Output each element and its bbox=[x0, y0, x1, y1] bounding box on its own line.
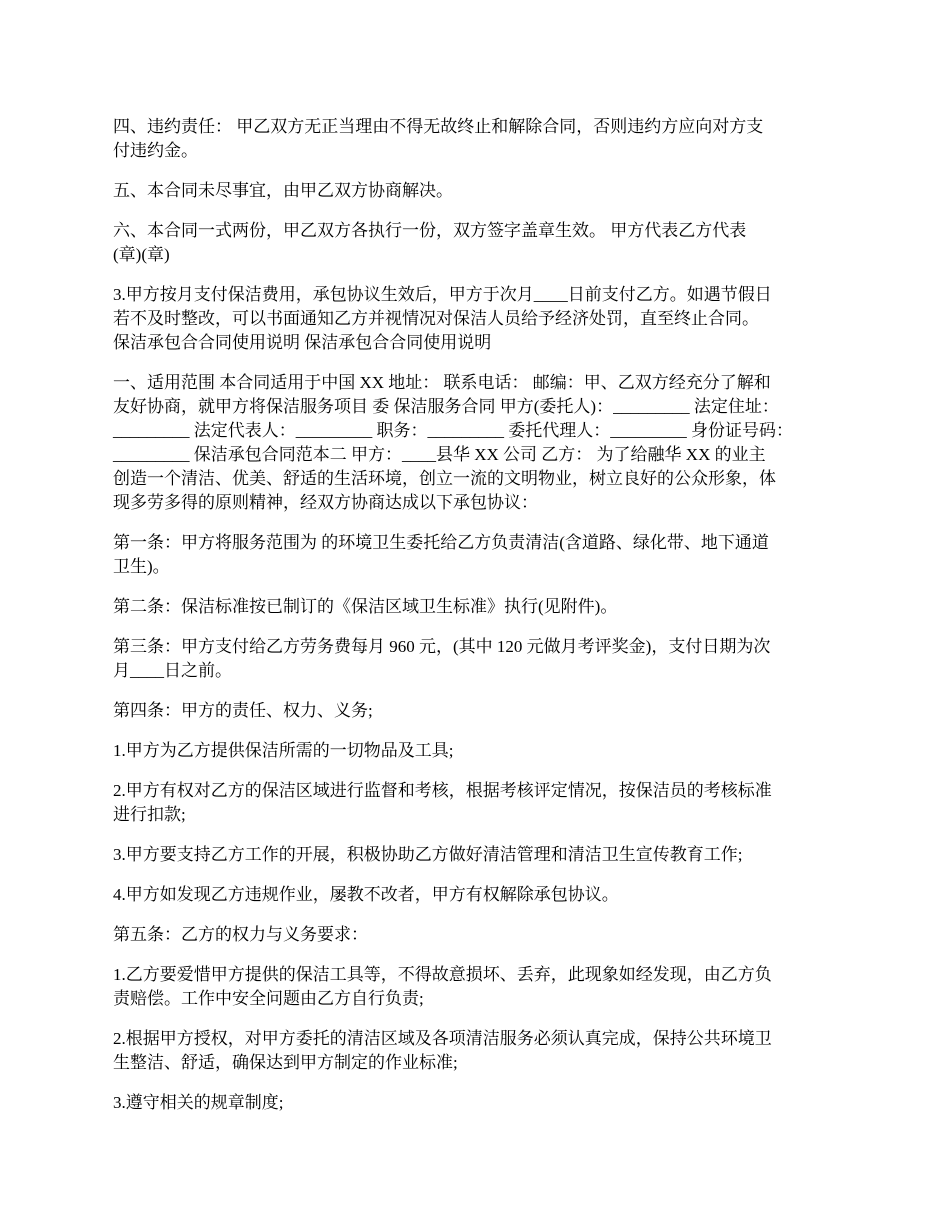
paragraph-line: 创造一个清洁、优美、舒适的生活环境，创立一流的文明物业，树立良好的公众形象，体 bbox=[113, 469, 776, 488]
paragraph-line: 付违约金。 bbox=[113, 141, 198, 160]
paragraph-line: 4.甲方如发现乙方违规作业，屡教不改者，甲方有权解除承包协议。 bbox=[113, 885, 619, 904]
paragraph bbox=[113, 531, 838, 579]
paragraph-line: 1.乙方要爱惜甲方提供的保洁工具等，不得故意损坏、丢弃，此现象如经发现，由乙方负 bbox=[113, 965, 772, 984]
paragraph bbox=[113, 1091, 838, 1115]
document-body bbox=[113, 115, 838, 1115]
paragraph-line: 责赔偿。工作中安全问题由乙方自行负责; bbox=[113, 989, 424, 1008]
paragraph-line: _________ 法定代表人：_________ 职务：_________ 委托代理人：_________ 身份证号码： bbox=[113, 421, 793, 440]
paragraph bbox=[113, 963, 838, 1011]
paragraph bbox=[113, 115, 838, 163]
paragraph bbox=[113, 843, 838, 867]
paragraph bbox=[113, 1027, 838, 1075]
paragraph bbox=[113, 635, 838, 683]
paragraph-line: 第一条：甲方将服务范围为 的环境卫生委托给乙方负责清洁(含道路、绿化带、地下通道 bbox=[113, 533, 769, 552]
paragraph-line: 1.甲方为乙方提供保洁所需的一切物品及工具; bbox=[113, 741, 454, 760]
paragraph-line: 生整洁、舒适，确保达到甲方制定的作业标准; bbox=[113, 1053, 458, 1072]
paragraph-line: 3.甲方按月支付保洁费用，承包协议生效后，甲方于次月____日前支付乙方。如遇节假日 bbox=[113, 285, 772, 304]
paragraph-line: 卫生)。 bbox=[113, 557, 170, 576]
paragraph bbox=[113, 883, 838, 907]
paragraph-line: 第二条：保洁标准按已制订的《保洁区域卫生标准》执行(见附件)。 bbox=[113, 597, 618, 616]
paragraph-line: 3.遵守相关的规章制度; bbox=[113, 1093, 284, 1112]
paragraph-line: 进行扣款; bbox=[113, 805, 186, 824]
paragraph bbox=[113, 739, 838, 763]
paragraph-line: 2.甲方有权对乙方的保洁区域进行监督和考核，根据考核评定情况，按保洁员的考核标准 bbox=[113, 781, 772, 800]
paragraph-line: 第五条：乙方的权力与义务要求： bbox=[113, 925, 368, 944]
paragraph-line: _________ 保洁承包合同范本二 甲方：____县华 XX 公司 乙方： 为了给融华 XX 的业主 bbox=[113, 445, 766, 464]
paragraph-line: 保洁承包合合同使用说明 保洁承包合合同使用说明 bbox=[113, 333, 492, 352]
paragraph-line: 四、违约责任： 甲乙双方无正当理由不得无故终止和解除合同，否则违约方应向对方支 bbox=[113, 117, 764, 136]
paragraph-line: 六、本合同一式两份，甲乙双方各执行一份，双方签字盖章生效。 甲方代表乙方代表 bbox=[113, 221, 747, 240]
paragraph-line: 月____日之前。 bbox=[113, 661, 232, 680]
paragraph bbox=[113, 371, 838, 515]
paragraph-line: 一、适用范围 本合同适用于中国 XX 地址： 联系电话： 邮编：甲、乙双方经充分了解和 bbox=[113, 373, 771, 392]
paragraph-line: (章)(章) bbox=[113, 245, 170, 264]
paragraph-line: 友好协商，就甲方将保洁服务项目 委 保洁服务合同 甲方(委托人)：_________ 法定住址： bbox=[113, 397, 779, 416]
paragraph-line: 五、本合同未尽事宜，由甲乙双方协商解决。 bbox=[113, 181, 453, 200]
paragraph-line: 第三条：甲方支付给乙方劳务费每月 960 元，(其中 120 元做月考评奖金)，支付日期为次 bbox=[113, 637, 771, 656]
paragraph bbox=[113, 283, 838, 355]
paragraph-line: 3.甲方要支持乙方工作的开展，积极协助乙方做好清洁管理和清洁卫生宣传教育工作; bbox=[113, 845, 743, 864]
paragraph bbox=[113, 179, 838, 203]
paragraph bbox=[113, 923, 838, 947]
paragraph bbox=[113, 779, 838, 827]
paragraph-line: 若不及时整改，可以书面通知乙方并视情况对保洁人员给予经济处罚，直至终止合同。 bbox=[113, 309, 759, 328]
paragraph-line: 第四条：甲方的责任、权力、义务; bbox=[113, 701, 373, 720]
paragraph bbox=[113, 595, 838, 619]
paragraph bbox=[113, 699, 838, 723]
paragraph-line: 现多劳多得的原则精神，经双方协商达成以下承包协议： bbox=[113, 493, 538, 512]
paragraph-line: 2.根据甲方授权，对甲方委托的清洁区域及各项清洁服务必须认真完成，保持公共环境卫 bbox=[113, 1029, 772, 1048]
paragraph bbox=[113, 219, 838, 267]
